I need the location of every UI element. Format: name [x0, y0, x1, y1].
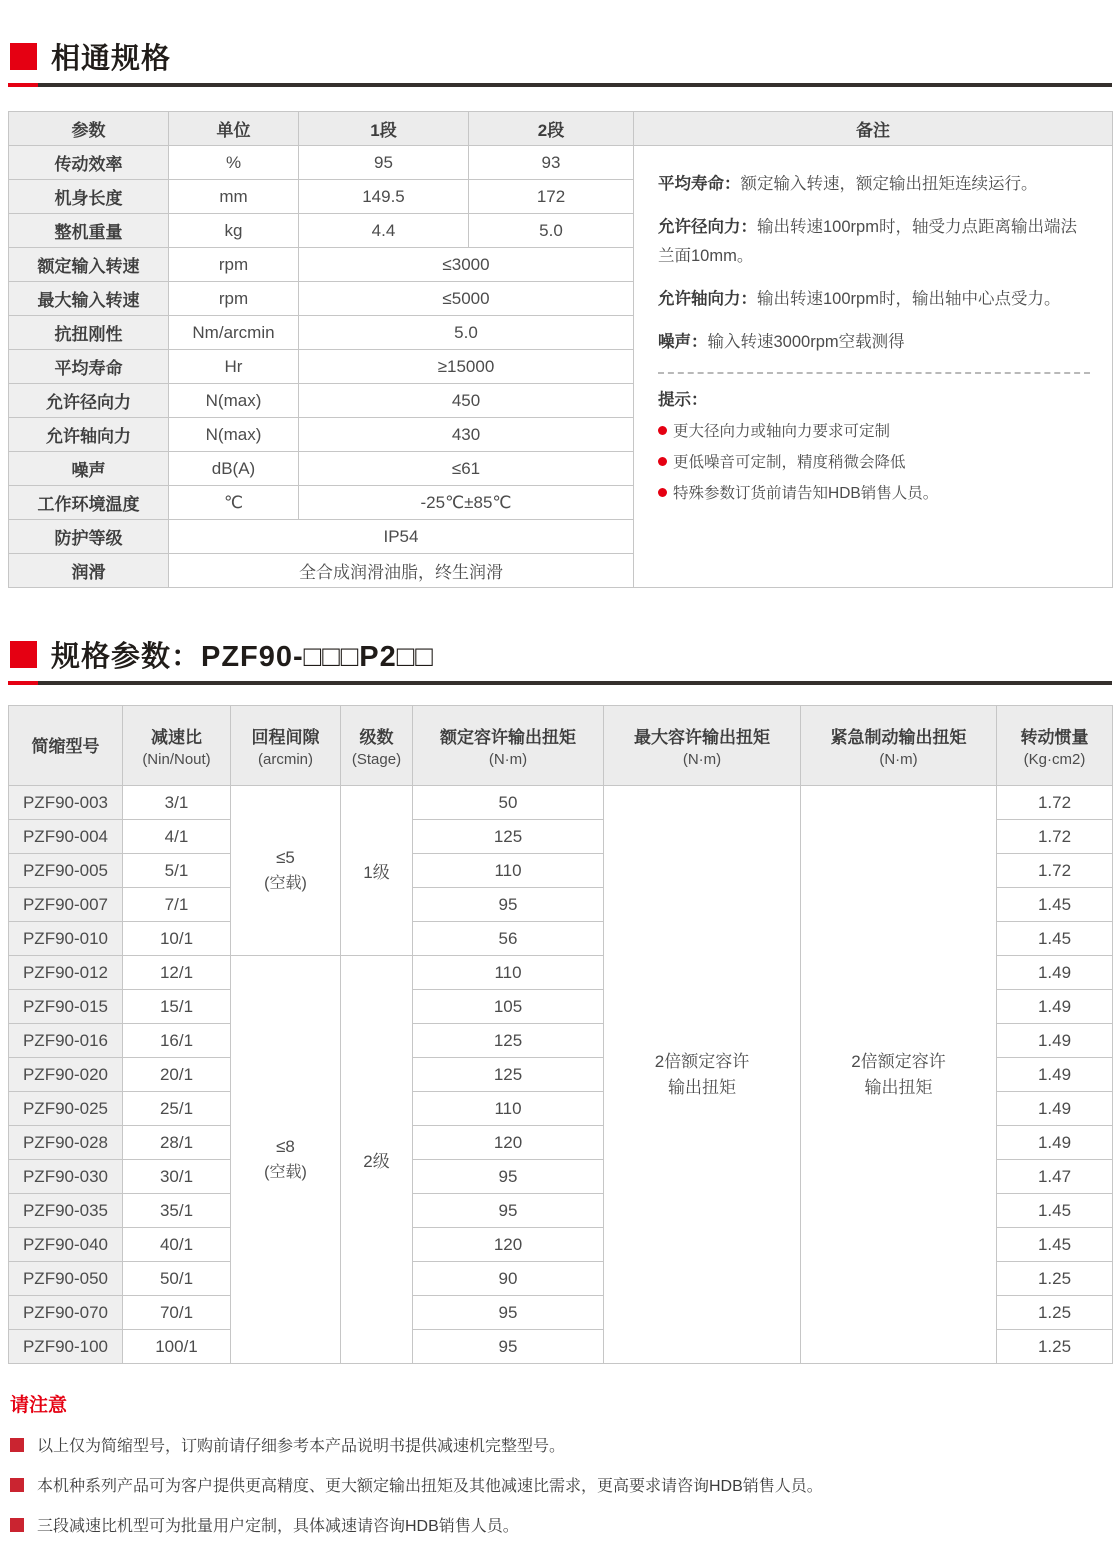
reduction-ratio: 50/1	[123, 1262, 231, 1296]
section1-title: 相通规格	[51, 43, 172, 75]
stage-group1: 1级	[341, 786, 413, 956]
col-header-ratio: 减速比 (Nin/Nout)	[123, 706, 231, 786]
notice-section	[8, 1390, 1112, 1536]
rated-output-torque: 120	[413, 1228, 604, 1262]
param-unit: N(max)	[169, 418, 299, 452]
param-unit: rpm	[169, 248, 299, 282]
remark-paragraph	[658, 285, 1090, 314]
col-header-stage: 级数 (Stage)	[341, 706, 413, 786]
remark-label: 允许轴向力：	[658, 289, 757, 308]
max-output-torque	[604, 786, 801, 1364]
model-code: PZF90-028	[9, 1126, 123, 1160]
tip-text: 特殊参数订货前请告知HDB销售人员。	[673, 485, 939, 503]
remarks-cell	[634, 146, 1113, 588]
rated-output-torque: 95	[413, 1160, 604, 1194]
spec-parameters-table	[8, 705, 1113, 1364]
section2-heading-rule	[8, 681, 1112, 685]
brake-output-torque-line: 2倍额定容许	[851, 1052, 946, 1071]
bullet-dot-icon	[658, 488, 667, 497]
rated-output-torque: 95	[413, 1296, 604, 1330]
notice-item	[10, 1433, 1112, 1456]
model-code: PZF90-016	[9, 1024, 123, 1058]
col-header-stage1: 1段	[299, 112, 469, 146]
col-header-model: 简缩型号	[9, 706, 123, 786]
backlash-group2-condition: (空载)	[264, 1164, 307, 1181]
brake-output-torque	[801, 786, 997, 1364]
red-square-icon	[10, 43, 37, 70]
tip-text: 更低噪音可定制，精度稍微会降低	[673, 454, 906, 472]
rated-output-torque: 125	[413, 1058, 604, 1092]
param-name: 最大输入转速	[9, 282, 169, 316]
param-name: 额定输入转速	[9, 248, 169, 282]
notice-item	[10, 1473, 1112, 1496]
model-code: PZF90-100	[9, 1330, 123, 1364]
backlash-group1-condition: (空载)	[264, 875, 307, 892]
param-unit: Hr	[169, 350, 299, 384]
bullet-dot-icon	[658, 457, 667, 466]
max-output-torque-line: 2倍额定容许	[654, 1052, 750, 1071]
reduction-ratio: 100/1	[123, 1330, 231, 1364]
model-code: PZF90-050	[9, 1262, 123, 1296]
section2-heading	[8, 634, 1112, 675]
section2-title: 规格参数：PZF90-□□□P2□□	[51, 641, 434, 673]
dashed-separator	[658, 372, 1090, 374]
bullet-dot-icon	[658, 426, 667, 435]
rotational-inertia: 1.45	[997, 1194, 1113, 1228]
rated-output-torque: 110	[413, 956, 604, 990]
col-header-max-torque: 最大容许输出扭矩 (N·m)	[604, 706, 801, 786]
reduction-ratio: 4/1	[123, 820, 231, 854]
rated-output-torque: 56	[413, 922, 604, 956]
model-code: PZF90-020	[9, 1058, 123, 1092]
col-header-backlash: 回程间隙 (arcmin)	[231, 706, 341, 786]
param-name: 允许径向力	[9, 384, 169, 418]
param-value-stage1: 4.4	[299, 214, 469, 248]
rated-output-torque: 110	[413, 1092, 604, 1126]
remark-text: 输出转速100rpm时，输出轴中心点受力。	[757, 289, 1061, 308]
common-spec-row	[9, 146, 1113, 180]
rotational-inertia: 1.72	[997, 854, 1113, 888]
col-header-brake-torque: 紧急制动输出扭矩 (N·m)	[801, 706, 997, 786]
remark-label: 噪声：	[658, 332, 708, 351]
tip-item	[658, 481, 1090, 503]
col-header-rated-torque: 额定容许输出扭矩 (N·m)	[413, 706, 604, 786]
param-value: -25℃±85℃	[299, 486, 634, 520]
max-output-torque-line: 输出扭矩	[668, 1077, 736, 1097]
reduction-ratio: 12/1	[123, 956, 231, 990]
spec-parameters-header-row	[9, 706, 1113, 786]
red-square-bullet-icon	[10, 1478, 24, 1492]
param-unit: ℃	[169, 486, 299, 520]
param-unit: kg	[169, 214, 299, 248]
rotational-inertia: 1.49	[997, 990, 1113, 1024]
model-code: PZF90-003	[9, 786, 123, 820]
red-square-bullet-icon	[10, 1518, 24, 1532]
param-name: 平均寿命	[9, 350, 169, 384]
model-code: PZF90-015	[9, 990, 123, 1024]
param-value: 5.0	[299, 316, 634, 350]
reduction-ratio: 30/1	[123, 1160, 231, 1194]
model-code: PZF90-005	[9, 854, 123, 888]
col-header-unit: 单位	[169, 112, 299, 146]
tip-text: 更大径向力或轴向力要求可定制	[673, 423, 891, 441]
model-code: PZF90-025	[9, 1092, 123, 1126]
param-name: 机身长度	[9, 180, 169, 214]
section1-heading-rule	[8, 83, 1112, 87]
reduction-ratio: 35/1	[123, 1194, 231, 1228]
rated-output-torque: 105	[413, 990, 604, 1024]
col-header-remarks: 备注	[634, 112, 1113, 146]
param-name: 噪声	[9, 452, 169, 486]
rotational-inertia: 1.49	[997, 1092, 1113, 1126]
notice-item-text: 三段减速比机型可为批量用户定制，具体减速请咨询HDB销售人员。	[37, 1518, 519, 1535]
rated-output-torque: 95	[413, 1330, 604, 1364]
reduction-ratio: 15/1	[123, 990, 231, 1024]
remark-paragraph	[658, 213, 1090, 271]
col-header-inertia: 转动惯量 (Kg·cm2)	[997, 706, 1113, 786]
param-value: IP54	[169, 520, 634, 554]
rotational-inertia: 1.45	[997, 888, 1113, 922]
common-spec-table	[8, 111, 1113, 588]
rated-output-torque: 95	[413, 1194, 604, 1228]
notice-item	[10, 1513, 1112, 1536]
tips-title: 提示：	[658, 391, 708, 410]
model-code: PZF90-070	[9, 1296, 123, 1330]
remark-paragraph	[658, 328, 1090, 357]
brake-output-torque-line: 输出扭矩	[864, 1077, 933, 1097]
param-value: 450	[299, 384, 634, 418]
reduction-ratio: 70/1	[123, 1296, 231, 1330]
param-name: 防护等级	[9, 520, 169, 554]
param-name: 抗扭刚性	[9, 316, 169, 350]
section-spec-parameters	[8, 634, 1112, 1364]
param-unit: rpm	[169, 282, 299, 316]
param-unit: N(max)	[169, 384, 299, 418]
param-value: 430	[299, 418, 634, 452]
reduction-ratio: 40/1	[123, 1228, 231, 1262]
param-unit: dB(A)	[169, 452, 299, 486]
param-name: 工作环境温度	[9, 486, 169, 520]
rated-output-torque: 95	[413, 888, 604, 922]
rated-output-torque: 120	[413, 1126, 604, 1160]
reduction-ratio: 5/1	[123, 854, 231, 888]
rotational-inertia: 1.72	[997, 786, 1113, 820]
param-value: 全合成润滑油脂，终生润滑	[169, 554, 634, 588]
reduction-ratio: 3/1	[123, 786, 231, 820]
rated-output-torque: 90	[413, 1262, 604, 1296]
col-header-param: 参数	[9, 112, 169, 146]
common-spec-header-row	[9, 112, 1113, 146]
rated-output-torque: 125	[413, 1024, 604, 1058]
model-code: PZF90-007	[9, 888, 123, 922]
notice-title: 请注意	[10, 1395, 68, 1416]
model-code: PZF90-004	[9, 820, 123, 854]
remark-text: 输出转速100rpm时，轴受力点距离输出端法兰面10mm。	[658, 217, 1077, 265]
param-unit: %	[169, 146, 299, 180]
param-value: ≥15000	[299, 350, 634, 384]
param-value-stage1: 149.5	[299, 180, 469, 214]
backlash-group2	[231, 956, 341, 1364]
notice-item-text: 本机种系列产品可为客户提供更高精度、更大额定输出扭矩及其他减速比需求，更高要求请咨询HDB销售人员。	[37, 1478, 823, 1495]
col-header-stage2: 2段	[469, 112, 634, 146]
tip-item	[658, 450, 1090, 472]
param-value: ≤3000	[299, 248, 634, 282]
rotational-inertia: 1.45	[997, 1228, 1113, 1262]
stage-group2: 2级	[341, 956, 413, 1364]
rotational-inertia: 1.25	[997, 1262, 1113, 1296]
reduction-ratio: 20/1	[123, 1058, 231, 1092]
param-name: 允许轴向力	[9, 418, 169, 452]
section1-heading	[8, 36, 1112, 77]
param-value: ≤5000	[299, 282, 634, 316]
reduction-ratio: 16/1	[123, 1024, 231, 1058]
param-value-stage2: 5.0	[469, 214, 634, 248]
rotational-inertia: 1.72	[997, 820, 1113, 854]
backlash-group1-value: ≤5	[276, 848, 295, 867]
rotational-inertia: 1.49	[997, 956, 1113, 990]
param-value-stage1: 95	[299, 146, 469, 180]
red-square-icon	[10, 641, 37, 668]
reduction-ratio: 7/1	[123, 888, 231, 922]
param-unit: Nm/arcmin	[169, 316, 299, 350]
model-code: PZF90-012	[9, 956, 123, 990]
param-value: ≤61	[299, 452, 634, 486]
model-code: PZF90-030	[9, 1160, 123, 1194]
backlash-group2-value: ≤8	[276, 1137, 295, 1156]
model-code: PZF90-010	[9, 922, 123, 956]
backlash-group1	[231, 786, 341, 956]
rotational-inertia: 1.49	[997, 1024, 1113, 1058]
param-name: 整机重量	[9, 214, 169, 248]
tip-item	[658, 419, 1090, 441]
param-unit: mm	[169, 180, 299, 214]
rotational-inertia: 1.49	[997, 1126, 1113, 1160]
model-code: PZF90-040	[9, 1228, 123, 1262]
param-name: 传动效率	[9, 146, 169, 180]
reduction-ratio: 10/1	[123, 922, 231, 956]
reduction-ratio: 25/1	[123, 1092, 231, 1126]
model-code: PZF90-035	[9, 1194, 123, 1228]
param-value-stage2: 93	[469, 146, 634, 180]
remark-label: 平均寿命：	[658, 175, 741, 193]
rotational-inertia: 1.47	[997, 1160, 1113, 1194]
red-square-bullet-icon	[10, 1438, 24, 1452]
remark-paragraph	[658, 170, 1090, 199]
rated-output-torque: 110	[413, 854, 604, 888]
param-name: 润滑	[9, 554, 169, 588]
rated-output-torque: 50	[413, 786, 604, 820]
rotational-inertia: 1.25	[997, 1296, 1113, 1330]
remark-text: 额定输入转速，额定输出扭矩连续运行。	[740, 175, 1038, 193]
notice-item-text: 以上仅为简缩型号，订购前请仔细参考本产品说明书提供减速机完整型号。	[37, 1438, 566, 1455]
rated-output-torque: 125	[413, 820, 604, 854]
rotational-inertia: 1.49	[997, 1058, 1113, 1092]
param-value-stage2: 172	[469, 180, 634, 214]
spec-parameter-row	[9, 786, 1113, 820]
rotational-inertia: 1.45	[997, 922, 1113, 956]
remark-text: 输入转速3000rpm空载测得	[707, 332, 905, 351]
reduction-ratio: 28/1	[123, 1126, 231, 1160]
rotational-inertia: 1.25	[997, 1330, 1113, 1364]
remark-label: 允许径向力：	[658, 217, 757, 236]
section-common-specs	[8, 36, 1112, 588]
